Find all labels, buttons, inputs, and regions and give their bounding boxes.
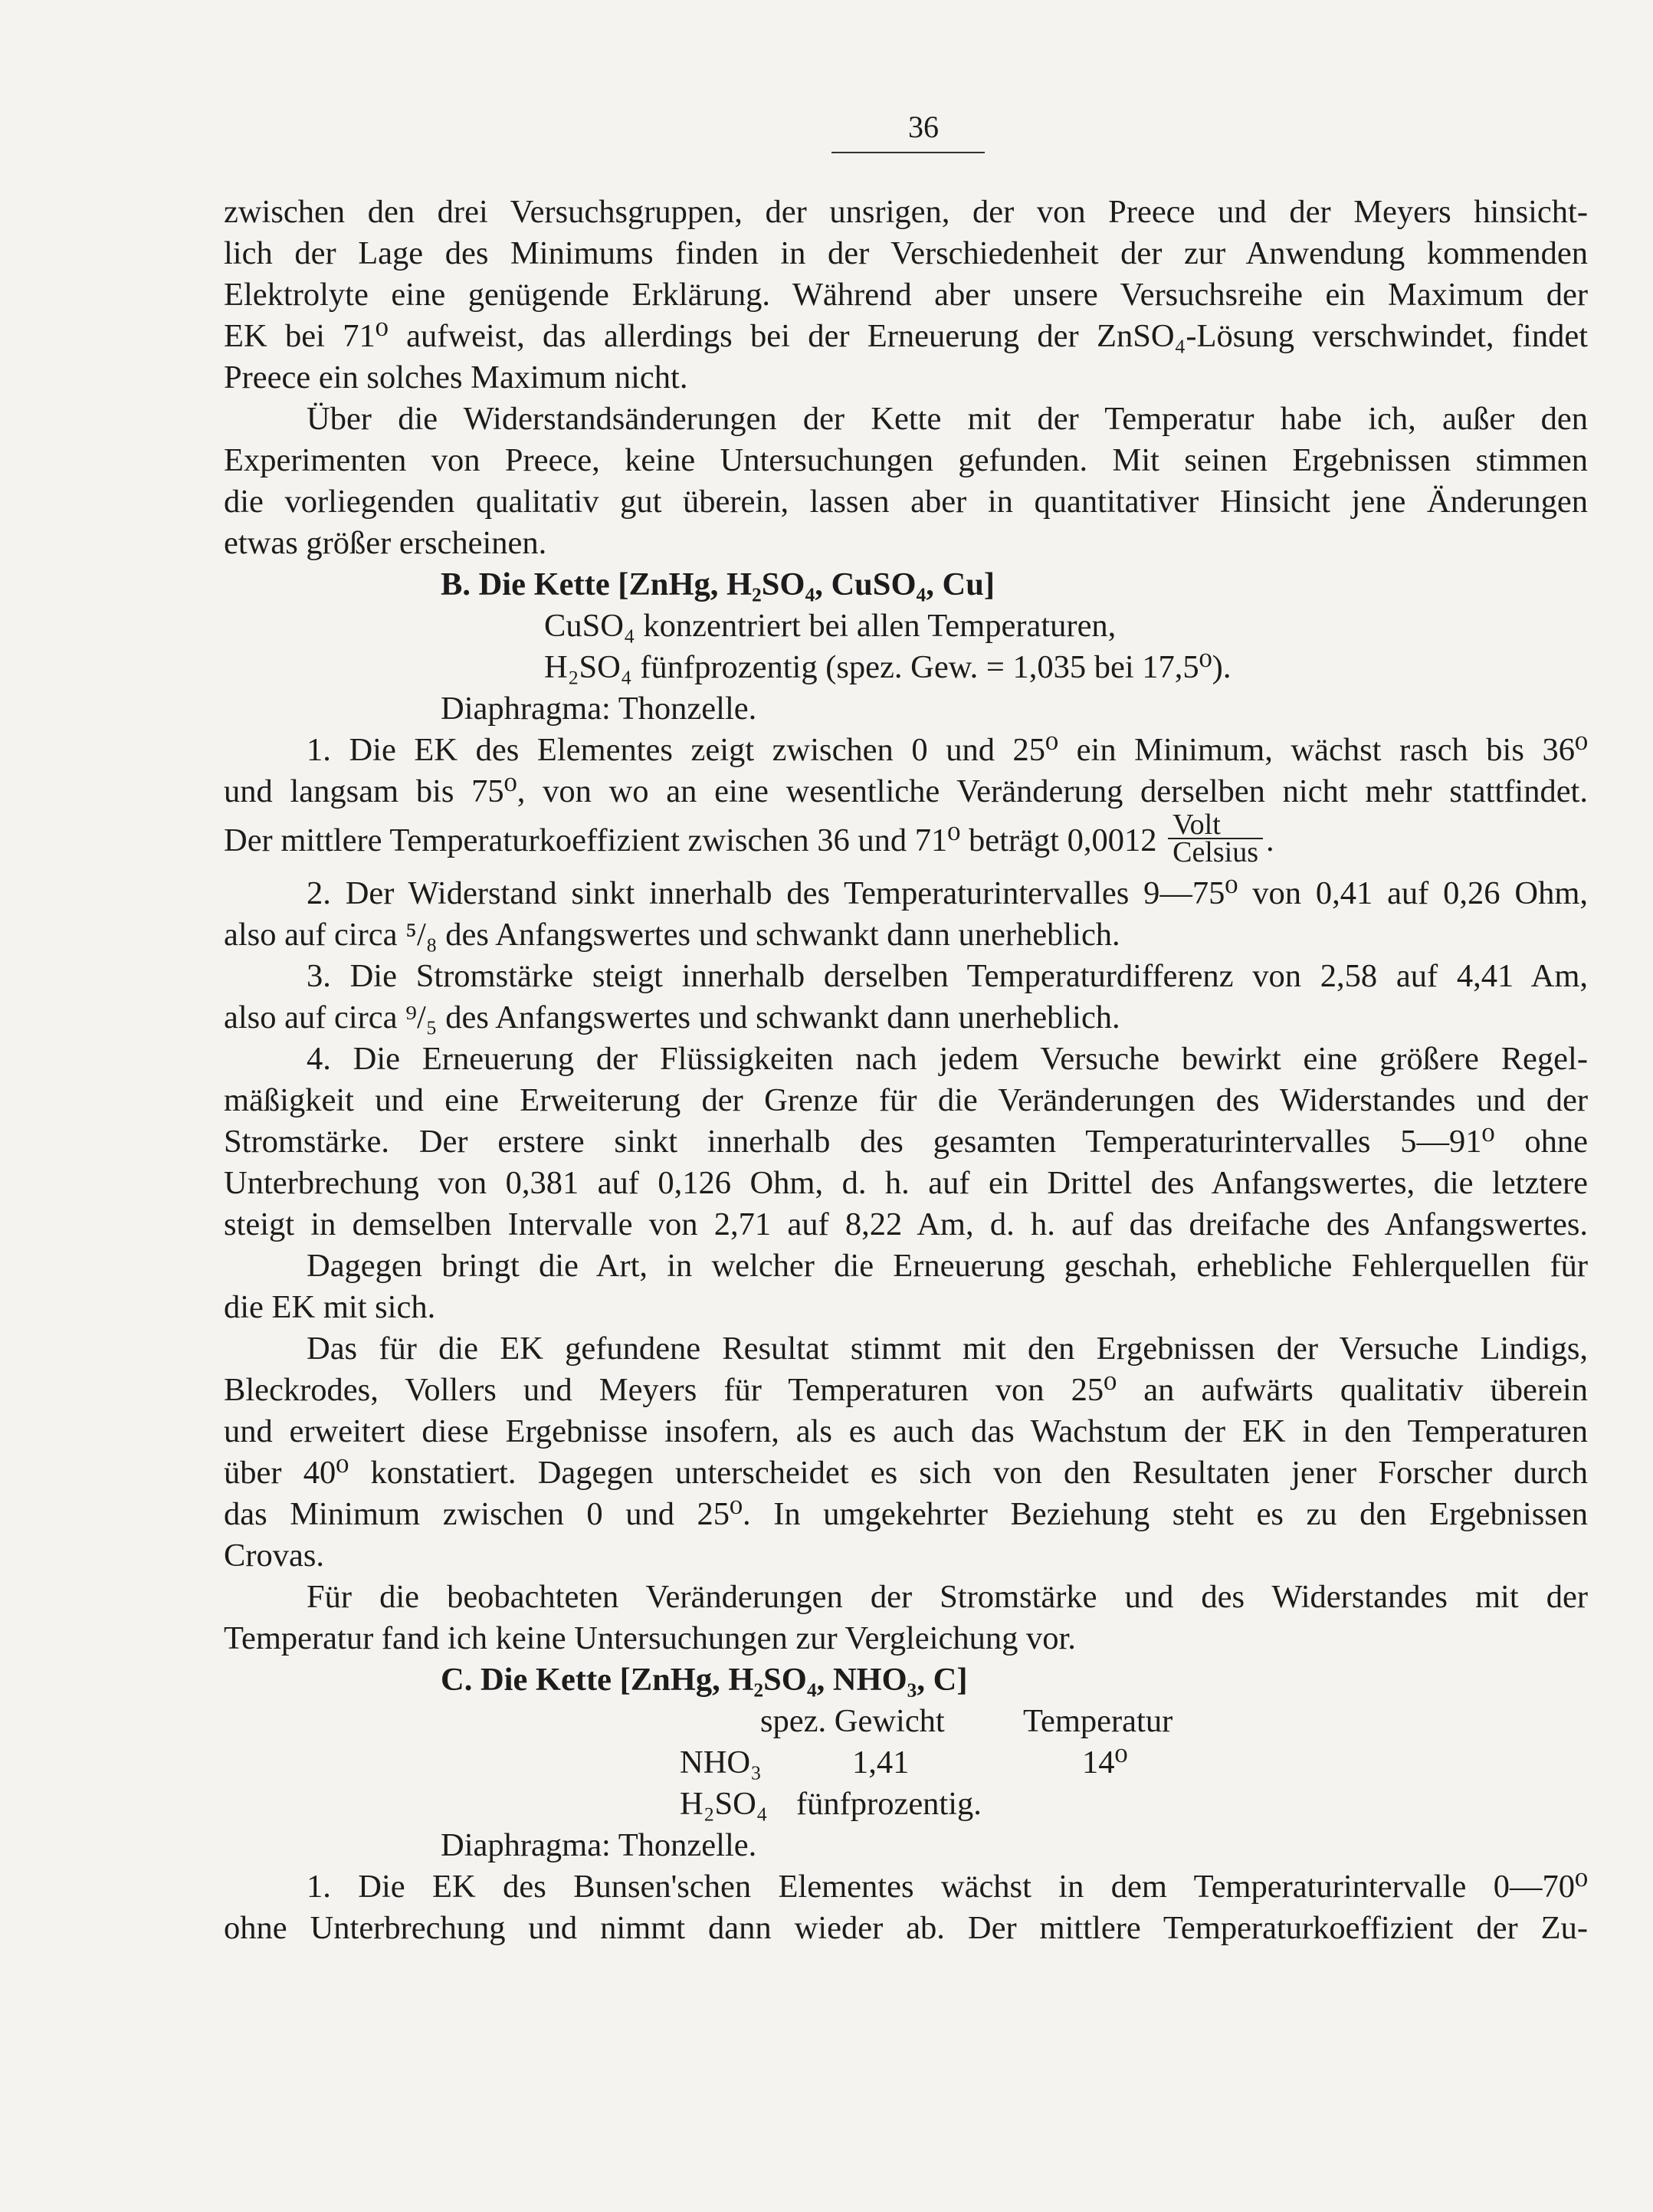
page-number-rule bbox=[831, 152, 985, 153]
text-line: Über die Widerstandsänderungen der Kette mit der Temperatur habe ich, außer den bbox=[307, 401, 1588, 437]
text-line: lich der Lage des Minimums finden in der Verschiedenheit der zur Anwendung kommenden bbox=[224, 235, 1588, 271]
text-line: Preece ein solches Maximum nicht. bbox=[224, 359, 688, 395]
table-cell-note: fünfprozentig. bbox=[796, 1786, 982, 1823]
table-row bbox=[224, 1784, 1588, 1825]
table-cell-gewicht: 1,41 bbox=[852, 1744, 910, 1781]
text-line: etwas größer erscheinen. bbox=[224, 525, 547, 561]
text-segment: . bbox=[1266, 822, 1274, 858]
page-number: 36 bbox=[908, 110, 939, 144]
text-line: EK bei 71⁰ aufweist, das allerdings bei der Erneuerung der ZnSO₄-Lösung verschwindet, findet bbox=[224, 318, 1588, 354]
text-line: Für die beobachteten Veränderungen der Stromstärke und des Widerstandes mit der bbox=[307, 1579, 1588, 1616]
text-line: das Minimum zwischen 0 und 25⁰. In umgekehrter Beziehung steht es zu den Ergebnissen bbox=[224, 1496, 1588, 1533]
section-heading-b: B. Die Kette [ZnHg, H₂SO₄, CuSO₄, Cu] bbox=[441, 566, 995, 602]
unit-fraction bbox=[1168, 809, 1263, 869]
text-line: also auf circa ⁵/₈ des Anfangswertes und schwankt dann unerheblich. bbox=[224, 917, 1120, 953]
text-line: mäßigkeit und eine Erweiterung der Grenze für die Veränderungen des Widerstandes und der bbox=[224, 1082, 1588, 1119]
text-line: Bleckrodes, Vollers und Meyers für Temperaturen von 25⁰ an aufwärts qualitativ überein bbox=[224, 1372, 1588, 1409]
text-line: CuSO₄ konzentriert bei allen Temperaturen, bbox=[544, 608, 1117, 644]
fraction-denominator: Celsius bbox=[1168, 838, 1263, 865]
section-heading-c: C. Die Kette [ZnHg, H₂SO₄, NHO₃, C] bbox=[441, 1662, 968, 1698]
table-row bbox=[224, 1742, 1588, 1784]
text-segment: Der mittlere Temperaturkoeffizient zwischen 36 und 71⁰ beträgt 0,0012 bbox=[224, 822, 1157, 858]
table-header-row bbox=[224, 1701, 1588, 1742]
text-line: 2. Der Widerstand sinkt innerhalb des Temperaturintervalles 9—75⁰ von 0,41 auf 0,26 Ohm, bbox=[307, 875, 1588, 912]
text-line: Experimenten von Preece, keine Untersuchungen gefunden. Mit seinen Ergebnissen stimmen bbox=[224, 442, 1588, 478]
text-line: steigt in demselben Intervalle von 2,71 auf 8,22 Am, d. h. auf das dreifache des Anfangswertes. bbox=[224, 1206, 1588, 1243]
table-cell-substance: NHO₃ bbox=[680, 1744, 762, 1781]
text-line: Temperatur fand ich keine Untersuchungen zur Vergleichung vor. bbox=[224, 1620, 1076, 1657]
text-line: Diaphragma: Thonzelle. bbox=[441, 691, 757, 727]
text-line: Das für die EK gefundene Resultat stimmt mit den Ergebnissen der Versuche Lindigs, bbox=[307, 1331, 1588, 1367]
text-line: H₂SO₄ fünfprozentig (spez. Gew. = 1,035 bei 17,5⁰). bbox=[544, 649, 1232, 685]
text-line: und erweitert diese Ergebnisse insofern, als es auch das Wachstum der EK in den Temperaturen bbox=[224, 1413, 1588, 1450]
text-line: 4. Die Erneuerung der Flüssigkeiten nach jedem Versuche bewirkt eine größere Regel- bbox=[307, 1041, 1588, 1078]
text-line: Unterbrechung von 0,381 auf 0,126 Ohm, d. h. auf ein Drittel des Anfangswertes, die letztere bbox=[224, 1165, 1588, 1202]
text-line: Dagegen bringt die Art, in welcher die Erneuerung geschah, erhebliche Fehlerquellen für bbox=[307, 1248, 1588, 1285]
text-line: Elektrolyte eine genügende Erklärung. Während aber unsere Versuchsreihe ein Maximum der bbox=[224, 277, 1588, 313]
table-cell-substance: H₂SO₄ bbox=[680, 1786, 768, 1823]
text-line: zwischen den drei Versuchsgruppen, der unsrigen, der von Preece und der Meyers hinsicht- bbox=[224, 194, 1588, 230]
text-line: also auf circa ⁹/₅ des Anfangswertes und schwankt dann unerheblich. bbox=[224, 999, 1120, 1036]
fraction-numerator: Volt bbox=[1173, 809, 1221, 842]
text-line: ohne Unterbrechung und nimmt dann wieder ab. Der mittlere Temperaturkoeffizient der Zu- bbox=[224, 1910, 1588, 1947]
text-line: 1. Die EK des Elementes zeigt zwischen 0 und 25⁰ ein Minimum, wächst rasch bis 36⁰ bbox=[307, 732, 1588, 768]
text-line: Crovas. bbox=[224, 1538, 325, 1574]
text-line: und langsam bis 75⁰, von wo an eine wesentliche Veränderung derselben nicht mehr stattfindet. bbox=[224, 773, 1588, 809]
text-line-with-fraction bbox=[224, 809, 1588, 869]
text-line: Stromstärke. Der erstere sinkt innerhalb des gesamten Temperaturintervalles 5—91⁰ ohne bbox=[224, 1124, 1588, 1160]
table-cell-temperatur: 14⁰ bbox=[1082, 1744, 1128, 1781]
text-line: die vorliegenden qualitativ gut überein, lassen aber in quantitativer Hinsicht jene Änderungen bbox=[224, 484, 1588, 520]
text-line: die EK mit sich. bbox=[224, 1289, 436, 1326]
text-line: Diaphragma: Thonzelle. bbox=[441, 1827, 757, 1864]
text-line: über 40⁰ konstatiert. Dagegen unterscheidet es sich von den Resultaten jener Forscher durch bbox=[224, 1455, 1588, 1492]
text-line: 3. Die Stromstärke steigt innerhalb derselben Temperaturdifferenz von 2,58 auf 4,41 Am, bbox=[307, 958, 1588, 995]
body-text bbox=[224, 192, 1588, 1949]
table-header-gewicht: spez. Gewicht bbox=[760, 1703, 945, 1740]
table-header-temperatur: Temperatur bbox=[1023, 1703, 1173, 1740]
text-line: 1. Die EK des Bunsen'schen Elementes wächst in dem Temperaturintervalle 0—70⁰ bbox=[307, 1869, 1588, 1905]
